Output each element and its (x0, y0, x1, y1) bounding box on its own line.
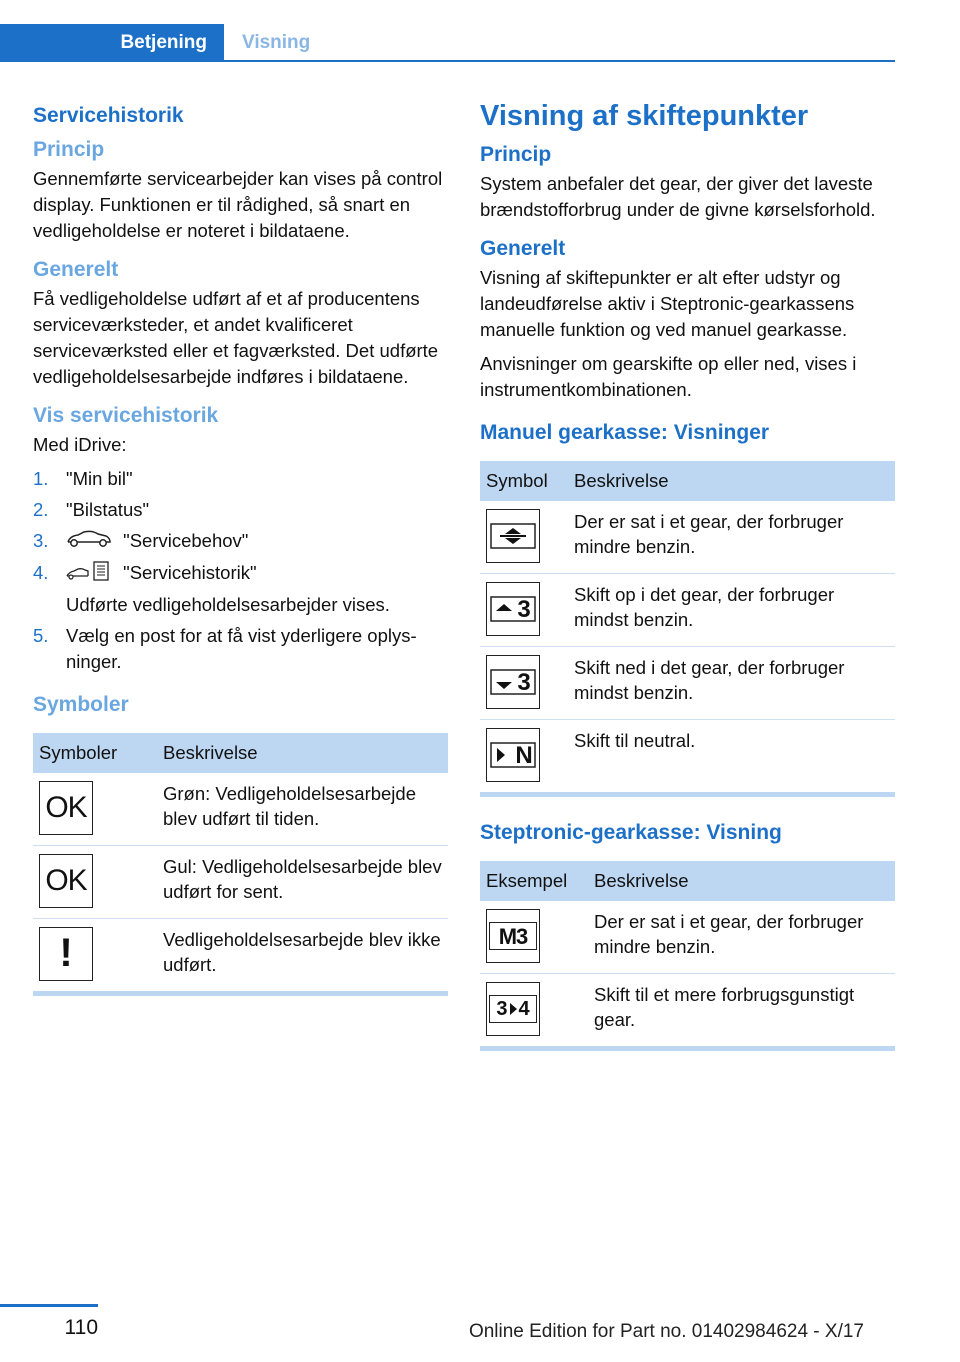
table-end-bar (480, 792, 895, 797)
table-cell: Skift til et mere forbrugsgunstigt gear. (594, 984, 855, 1030)
step-text: "Servicehistorik" (123, 562, 257, 584)
symboler-heading: Symboler (33, 692, 129, 716)
step-number: 5. (33, 624, 49, 646)
steps-list (33, 466, 448, 675)
table-header: Symbol (480, 461, 568, 501)
step-subtext: Udførte vedligeholdelsesarbejder vises. (66, 593, 390, 615)
ok-yellow-icon: OK (39, 854, 93, 908)
table-header: Beskrivelse (568, 461, 895, 501)
generelt-heading-right: Generelt (480, 237, 566, 260)
generelt-text-right-1: Visning af skiftepunkter er alt efter udstyr og landeudførelse aktiv i Steptronic-gearkassens manuelle funktion og ved manuel gearkasse. (480, 267, 855, 340)
table-row (33, 773, 448, 846)
generelt-text-left: Få vedligeholdelse udført af et af producentens serviceværksteder, et andet kvalificeret serviceværksted eller et fagværksted. Det udførte vedligeholdelsesarbejde indføres i bildataene. (33, 288, 439, 387)
table-cell: Skift op i det gear, der forbruger mindst benzin. (568, 574, 895, 647)
shift-down-3-icon: 3 (486, 655, 540, 709)
princip-text-left: Gennemførte servicearbejder kan vises på control display. Funktionen er til rådighed, så snart en vedligeholdelse er noteret i bildataene. (33, 168, 443, 241)
table-header: Beskrivelse (588, 861, 895, 901)
table-row (33, 918, 448, 991)
princip-heading-right: Princip (480, 143, 552, 166)
step-number: 3. (33, 530, 49, 551)
table-cell: Der er sat i et gear, der forbruger mindre benzin. (588, 901, 895, 974)
table-cell: Der er sat i et gear, der forbruger mindre benzin. (568, 501, 895, 574)
step-text: "Min bil" (66, 468, 133, 489)
header-tabs (0, 24, 895, 62)
list-item (33, 623, 448, 675)
table-cell: Skift til neutral. (574, 730, 696, 751)
footer-divider (0, 1304, 98, 1307)
symboler-table (33, 733, 448, 996)
step-text: "Servicebehov" (123, 530, 249, 551)
tab-betjening[interactable]: Betjening (0, 24, 224, 62)
page-title: Visning af skiftepunkter (480, 100, 809, 132)
princip-text-right: System anbefaler det gear, der giver det laveste brændstofforbrug under de givne kørselsforhold. (480, 173, 876, 220)
step-number: 1. (33, 468, 49, 489)
step-text: "Bilstatus" (66, 499, 150, 520)
ok-green-icon: OK (39, 781, 93, 835)
m3-icon: M3 (486, 909, 540, 963)
table-row (480, 720, 895, 793)
shift-3-to-4-icon: 3 4 (486, 982, 540, 1036)
table-header: Beskrivelse (157, 733, 448, 773)
servicehistorik-heading: Servicehistorik (33, 104, 184, 127)
table-row (480, 647, 895, 720)
list-item (33, 466, 448, 492)
header-divider (0, 60, 895, 62)
table-row (480, 901, 895, 974)
table-row (480, 574, 895, 647)
list-item (33, 497, 448, 523)
manuel-heading: Manuel gearkasse: Visninger (480, 421, 770, 444)
table-end-bar (480, 1046, 895, 1051)
table-header: Eksempel (480, 861, 588, 901)
shift-neutral-icon: N (486, 728, 540, 782)
service-history-icon (66, 561, 112, 588)
table-cell: Vedligeholdelsesarbejde blev ikke udført. (163, 928, 441, 975)
idrive-intro: Med iDrive: (33, 434, 127, 455)
edition-text: Online Edition for Part no. 01402984624 - X/17 (468, 1321, 864, 1342)
shift-updown-icon (486, 509, 540, 563)
car-icon (66, 529, 112, 555)
step-number: 2. (33, 499, 49, 520)
table-row (480, 501, 895, 574)
shift-up-3-icon: 3 (486, 582, 540, 636)
steptronic-table (480, 861, 895, 1051)
step-text: Vælg en post for at få vist yderligere oplysninger. (66, 624, 417, 672)
generelt-text-right-2: Anvisninger om gearskifte op eller ned, vises i instrumentkombinationen. (480, 353, 857, 400)
table-row (480, 974, 895, 1047)
right-column (480, 100, 895, 1051)
exclamation-icon: ! (39, 927, 93, 981)
table-cell: Gul: Vedligeholdelsesarbejde blev udført for sent. (157, 845, 448, 918)
table-cell: Grøn: Vedligeholdelsesarbejde blev udført til tiden. (157, 773, 448, 846)
generelt-heading-left: Generelt (33, 258, 119, 281)
step-number: 4. (33, 562, 49, 584)
princip-heading-left: Princip (33, 138, 105, 161)
table-cell: Skift ned i det gear, der forbruger mindst benzin. (568, 647, 895, 720)
page-number: 110 (64, 1316, 98, 1339)
table-row (33, 845, 448, 918)
table-header: Symboler (33, 733, 157, 773)
list-item (33, 560, 448, 618)
list-item (33, 528, 448, 555)
manuel-table (480, 461, 895, 797)
left-column (33, 100, 448, 996)
tab-visning[interactable]: Visning (242, 32, 311, 53)
vis-servicehistorik-heading: Vis servicehistorik (33, 404, 219, 427)
steptronic-heading: Steptronic-gearkasse: Visning (480, 821, 782, 844)
table-end-bar (33, 991, 448, 996)
